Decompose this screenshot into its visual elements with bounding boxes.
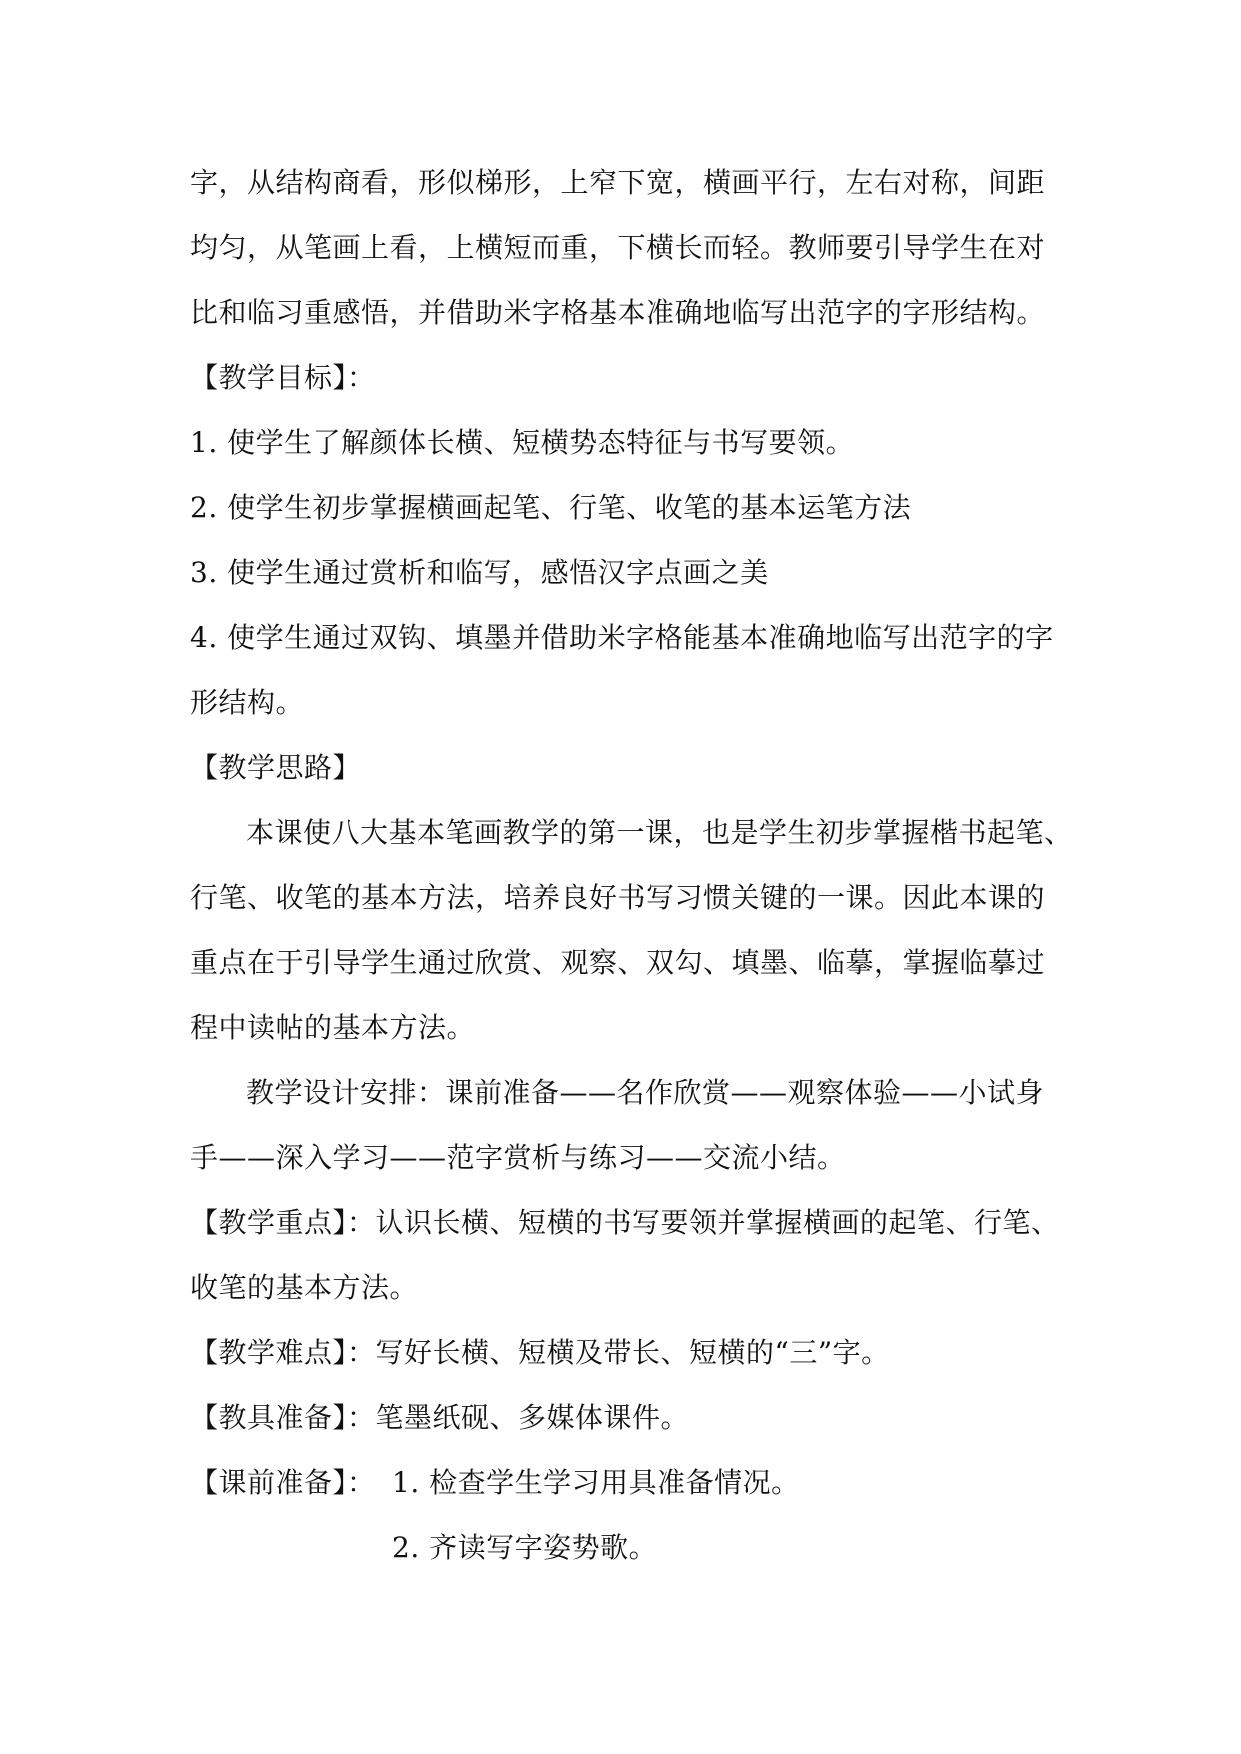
goal-item-1: 1. 使学生了解颜体长横、短横势态特征与书写要领。 [190,426,855,459]
difficulty-line: 【教学难点】：写好长横、短横及带长、短横的“三”字。 [190,1336,890,1369]
goal-item-4: 4. 使学生通过双钩、填墨并借助米字格能基本准确地临写出范字的字 [190,621,1054,654]
key-points-line-1: 【教学重点】：认识长横、短横的书写要领并掌握横画的起笔、行笔、 [190,1206,1060,1239]
approach-paragraph1-line-4: 程中读帖的基本方法。 [190,1011,476,1044]
goals-heading: 【教学目标】： [190,361,376,394]
approach-paragraph2-line-2: 手——深入学习——范字赏析与练习——交流小结。 [190,1141,846,1174]
approach-paragraph1-line-2: 行笔、收笔的基本方法，培养良好书写习惯关键的一课。因此本课的 [190,881,1046,914]
preparation-item-2: 2. 齐读写字姿势歌。 [392,1531,658,1564]
preparation-item-1: 1. 检查学生学习用具准备情况。 [392,1466,800,1499]
goal-item-3: 3. 使学生通过赏析和临写，感悟汉字点画之美 [190,556,769,589]
intro-line-2: 均匀，从笔画上看，上横短而重，下横长而轻。教师要引导学生在对 [190,231,1046,264]
goal-item-2: 2. 使学生初步掌握横画起笔、行笔、收笔的基本运笔方法 [190,491,912,524]
tools-line: 【教具准备】：笔墨纸砚、多媒体课件。 [190,1401,690,1434]
approach-paragraph1-line-1: 本课使八大基本笔画教学的第一课，也是学生初步掌握楷书起笔、 [246,816,1073,849]
approach-paragraph2-line-1: 教学设计安排：课前准备——名作欣赏——观察体验——小试身 [246,1076,1045,1109]
intro-line-1: 字，从结构商看，形似梯形，上窄下宽，横画平行，左右对称，间距 [190,166,1046,199]
approach-heading: 【教学思路】 [190,751,362,784]
goal-item-4-continued: 形结构。 [190,686,305,719]
key-points-line-2: 收笔的基本方法。 [190,1271,419,1304]
intro-line-3: 比和临习重感悟，并借助米字格基本准确地临写出范字的字形结构。 [190,296,1046,329]
preparation-label: 【课前准备】： [190,1466,376,1499]
approach-paragraph1-line-3: 重点在于引导学生通过欣赏、观察、双勾、填墨、临摹，掌握临摹过 [190,946,1046,979]
